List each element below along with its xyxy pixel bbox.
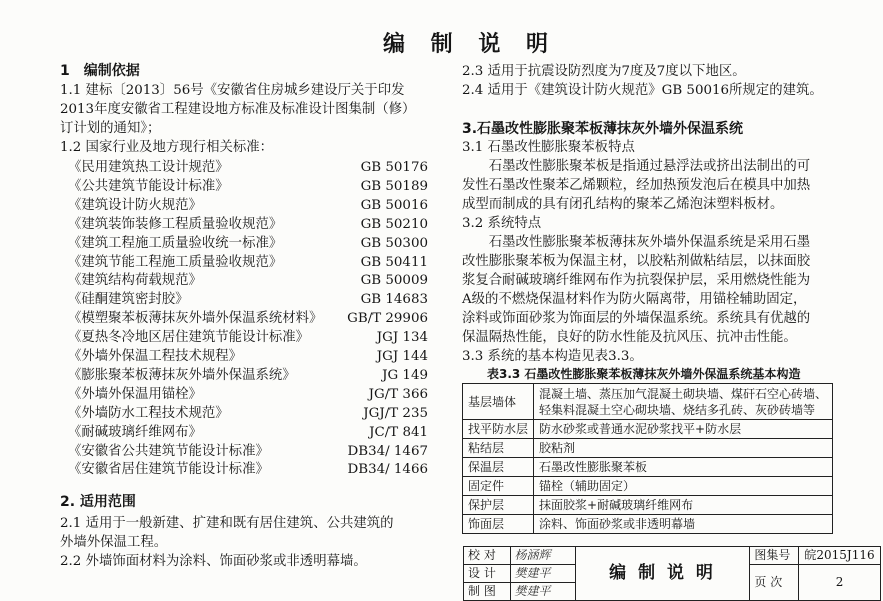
standard-code: GB/T 29906 bbox=[347, 311, 428, 327]
standards-list bbox=[68, 159, 428, 479]
standard-name: 《建筑工程施工质量验收统一标准》 bbox=[68, 235, 283, 251]
standard-name: 《民用建筑热工设计规范》 bbox=[68, 160, 229, 175]
section-1-title: 1 编制依据 bbox=[60, 63, 140, 79]
check-label: 校 对 bbox=[464, 547, 511, 565]
material-line: 石墨改性膨胀聚苯板 bbox=[539, 460, 648, 474]
title-block bbox=[463, 546, 881, 601]
standard-code: GB 50300 bbox=[360, 235, 428, 251]
section-3-title: 3.石墨改性膨胀聚苯板薄抹灰外墙外保温系统 bbox=[462, 121, 744, 137]
standard-name: 《建筑设计防火规范》 bbox=[68, 197, 202, 213]
material-line: 涂料、饰面砂浆或非透明幕墙 bbox=[539, 517, 696, 531]
material-line: 轻集料混凝土空心砌块墙、烧结多孔砖、灰砂砖墙等 bbox=[539, 402, 816, 417]
item-3-2-line-1: 石墨改性膨胀聚苯板薄抹灰外墙外保温系统是采用石墨 bbox=[462, 235, 811, 250]
standard-code: JGJ 134 bbox=[376, 330, 428, 346]
layer-name: 粘结层 bbox=[463, 439, 534, 458]
table-row bbox=[463, 515, 833, 534]
standard-code: GB 50189 bbox=[360, 178, 428, 194]
draw-signature: 樊建平 bbox=[510, 583, 575, 601]
material-line: 锚栓（辅助固定） bbox=[539, 479, 636, 493]
material-line: 抹面胶浆+耐碱玻璃纤维网布 bbox=[539, 498, 694, 512]
layer-name: 找平防水层 bbox=[463, 420, 534, 439]
table-row bbox=[463, 420, 833, 439]
standard-code: DB34/ 1466 bbox=[347, 462, 428, 478]
material-line: 胶粘剂 bbox=[539, 441, 576, 455]
layer-name: 饰面层 bbox=[463, 515, 534, 534]
item-3-2-line-6: 保温隔热性能，良好的防水性能及抗风压、抗冲击性能。 bbox=[462, 330, 797, 345]
material-line: 混凝土墙、蒸压加气混凝土砌块墙、煤矸石空心砖墙、 bbox=[539, 386, 828, 401]
standard-name: 《模塑聚苯板薄抹灰外墙外保温系统材料》 bbox=[68, 311, 323, 327]
design-label: 设 计 bbox=[464, 565, 511, 583]
material-line: 防水砂浆或普通水泥砂浆找平+防水层 bbox=[539, 422, 742, 436]
table-row bbox=[463, 458, 833, 477]
item-3-1-title: 3.1 石墨改性膨胀聚苯板特点 bbox=[462, 140, 635, 155]
page-label: 页 次 bbox=[750, 565, 799, 601]
item-2-3: 2.3 适用于抗震设防烈度为7度及7度以下地区。 bbox=[462, 64, 746, 79]
item-2-2: 2.2 外墙饰面材料为涂料、饰面砂浆或非透明幕墙。 bbox=[60, 554, 367, 569]
layer-material bbox=[534, 420, 833, 439]
construction-table bbox=[462, 383, 833, 534]
standard-code: JC/T 841 bbox=[369, 424, 428, 440]
standard-name: 《外墙外保温用锚栓》 bbox=[68, 386, 202, 402]
item-3-1-line-1: 石墨改性膨胀聚苯板是指通过悬浮法或挤出法制出的可 bbox=[462, 159, 811, 174]
item-3-2-line-5: 涂料或饰面砂浆为饰面层的外墙保温系统。系统具有优越的 bbox=[462, 311, 811, 326]
standard-code: DB34/ 1467 bbox=[347, 443, 428, 459]
section-2-title: 2. 适用范围 bbox=[60, 494, 136, 510]
drawing-title: 编 制 说 明 bbox=[575, 547, 750, 601]
item-3-1-line-3: 成型而制成的具有闭孔结构的聚苯乙烯泡沫塑料板材。 bbox=[462, 197, 784, 212]
standard-code: GB 50016 bbox=[360, 197, 428, 213]
standard-name: 《膨胀聚苯板薄抹灰外墙外保温系统》 bbox=[68, 367, 296, 383]
table-row bbox=[463, 439, 833, 458]
layer-material bbox=[534, 477, 833, 496]
layer-name: 固定件 bbox=[463, 477, 534, 496]
standard-name: 《夏热冬冷地区居住建筑节能设计标准》 bbox=[68, 330, 310, 346]
standard-name: 《硅酮建筑密封胶》 bbox=[68, 292, 189, 308]
table-caption: 表3.3 石墨改性膨胀聚苯板薄抹灰外墙外保温系统基本构造 bbox=[487, 367, 801, 381]
standard-code: GB 50009 bbox=[360, 273, 428, 289]
standard-name: 《建筑节能工程施工质量验收规范》 bbox=[68, 254, 283, 270]
table-row bbox=[463, 477, 833, 496]
item-3-2-line-3: 浆复合耐碱玻璃纤维网布作为抗裂保护层，采用燃烧性能为 bbox=[462, 273, 811, 288]
layer-material bbox=[534, 458, 833, 477]
item-3-2-title: 3.2 系统特点 bbox=[462, 216, 542, 231]
item-3-1-line-2: 发性石墨改性聚苯乙烯颗粒，经加热预发泡后在模具中加热 bbox=[462, 178, 811, 193]
standard-name: 《外墙外保温工程技术规程》 bbox=[68, 349, 243, 364]
standard-code: GB 50210 bbox=[360, 216, 428, 232]
item-1-1-line-3: 订计划的通知》； bbox=[60, 121, 161, 136]
item-1-2: 1.2 国家行业及地方现行相关标准： bbox=[60, 140, 274, 155]
layer-material bbox=[534, 496, 833, 515]
item-3-2-line-2: 改性膨胀聚苯板为保温主材，以胶粘剂做粘结层，以抹面胶 bbox=[462, 254, 811, 269]
item-1-1-line-1: 1.1 建标〔2013〕56号《安徽省住房城乡建设厅关于印发 bbox=[60, 83, 405, 98]
layer-material bbox=[534, 384, 833, 420]
standard-code: JGJ/T 235 bbox=[363, 405, 428, 421]
table-row bbox=[463, 496, 833, 515]
standard-code: GB 14683 bbox=[360, 292, 428, 308]
item-2-1-line-1: 2.1 适用于一般新建、扩建和既有居住建筑、公共建筑的 bbox=[60, 516, 394, 531]
standard-name: 《安徽省公共建筑节能设计标准》 bbox=[68, 443, 269, 459]
standard-name: 《外墙防水工程技术规范》 bbox=[68, 405, 229, 421]
standard-code: GB 50176 bbox=[360, 160, 428, 175]
layer-name: 保护层 bbox=[463, 496, 534, 515]
page-title: 编 制 说 明 bbox=[383, 32, 557, 57]
standard-code: GB 50411 bbox=[360, 254, 428, 270]
item-1-1-line-2: 2013年度安徽省工程建设地方标准及标准设计图集制（修） bbox=[60, 102, 416, 117]
standard-name: 《建筑装饰装修工程质量验收规范》 bbox=[68, 216, 283, 232]
standard-code: JG 149 bbox=[382, 367, 428, 383]
standard-name: 《公共建筑节能设计标准》 bbox=[68, 178, 229, 194]
item-2-1-line-2: 外墙外保温工程。 bbox=[60, 535, 168, 550]
design-signature: 樊建平 bbox=[510, 565, 575, 583]
layer-material bbox=[534, 439, 833, 458]
standard-code: JGJ 144 bbox=[376, 349, 428, 364]
standard-name: 《建筑结构荷载规范》 bbox=[68, 273, 202, 289]
table-row bbox=[463, 384, 833, 420]
page-number: 2 bbox=[799, 565, 881, 601]
standard-name: 《安徽省居住建筑节能设计标准》 bbox=[68, 462, 269, 478]
standard-name: 《耐碱玻璃纤维网布》 bbox=[68, 424, 202, 440]
item-2-4: 2.4 适用于《建筑设计防火规范》GB 50016所规定的建筑。 bbox=[462, 83, 823, 98]
atlas-label: 图集号 bbox=[750, 547, 799, 565]
atlas-number: 皖2015J116 bbox=[799, 547, 881, 565]
draw-label: 制 图 bbox=[464, 583, 511, 601]
layer-name: 基层墙体 bbox=[463, 384, 534, 420]
layer-material bbox=[534, 515, 833, 534]
standard-code: JG/T 366 bbox=[368, 386, 428, 402]
layer-name: 保温层 bbox=[463, 458, 534, 477]
check-signature: 杨涵辉 bbox=[510, 547, 575, 565]
item-3-2-line-4: A级的不燃烧保温材料作为防火隔离带，用锚栓辅助固定， bbox=[462, 292, 807, 307]
item-3-3: 3.3 系统的基本构造见表3.3。 bbox=[462, 349, 643, 364]
